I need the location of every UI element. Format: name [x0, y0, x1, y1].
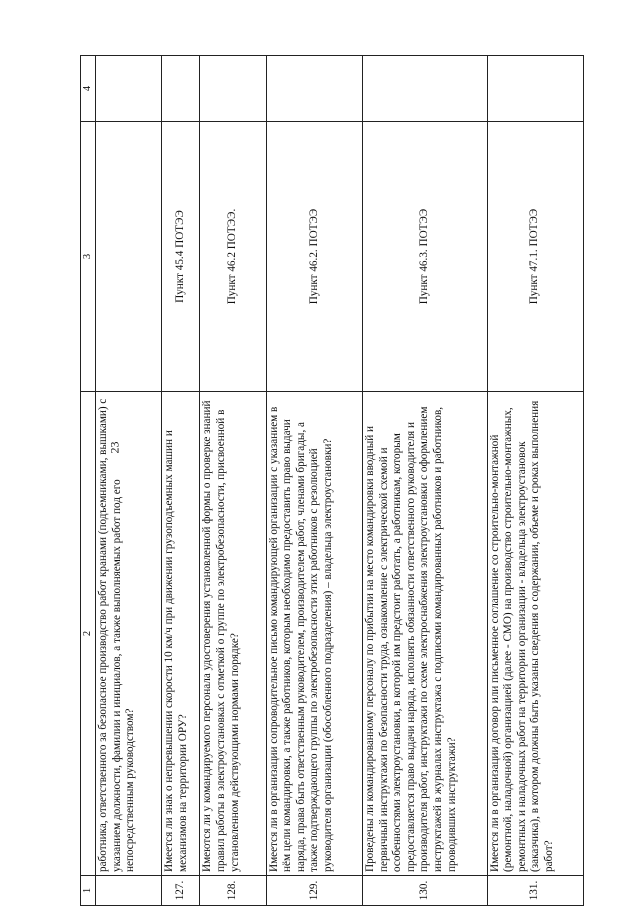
empty-cell: [363, 56, 487, 122]
question-text: Имеется ли в организации договор или письменное соглашение со строительно-монтажной (ремонтной, наладочной) организацией (далее - СМО) на производство строительно-монтажных, ремонтных и наладочных работ на территории организации - владельца электроустановок (заказчика), в котором должны быть указаны сведения о содержании, объеме и сроках выполнения работ?: [487, 392, 583, 876]
table-row: [162, 56, 200, 906]
header-col-4: 4: [81, 56, 96, 122]
empty-cell: [487, 56, 583, 122]
empty-cell: [96, 56, 162, 122]
empty-cell: [200, 56, 266, 122]
header-col-3: 3: [81, 122, 96, 392]
table-row: [266, 56, 362, 906]
table-header-row: [81, 56, 96, 906]
question-text: Проведены ли командированному персоналу по прибытии на место командировки вводный и первичный инструктажи по безопасности труда, ознакомление с электрической схемой и особенностями электроустановки, в которой им предстоит работать, а работникам, которым предоставляется право выдачи наряда, исполнять обязанности ответственного руководителя и производителя работ, инструктажи по схеме электроснабжения электроустановки с оформлением инструктажей в журналах инструктажа с подписями командированных работников и работников, проводивших инструктажи?: [363, 392, 487, 876]
reference-text: Пункт 46.3. ПОТЭЭ: [363, 122, 487, 392]
reference-text: [96, 122, 162, 392]
row-number: 131.: [487, 876, 583, 906]
checklist-table-wrapper: [80, 56, 584, 906]
reference-text: Пункт 46.2 ПОТЭЭ.: [200, 122, 266, 392]
header-col-1: 1: [81, 876, 96, 906]
empty-cell: [266, 56, 362, 122]
table-row: [200, 56, 266, 906]
row-number: 129.: [266, 876, 362, 906]
row-number: 130.: [363, 876, 487, 906]
reference-text: Пункт 45.4 ПОТЭЭ: [162, 122, 200, 392]
table-row: [487, 56, 583, 906]
page-number: 23: [107, 441, 122, 454]
row-number: 127.: [162, 876, 200, 906]
table-row: [363, 56, 487, 906]
table-row: [96, 56, 162, 906]
rotated-table-area: [80, 56, 584, 906]
question-text: Имеются ли у командируемого персонала удостоверения установленной формы о проверке знаний правил работы в электроустановках с отметкой о группе по электробезопасности, присвоенной в установленном действующими нормами порядке?: [200, 392, 266, 876]
question-text: работника, ответственного за безопасное производство работ кранами (подъемниками, вышками) с указанием должности, фамилии и инициалов, а также выполняемых работ под его непосредственным руководством?: [96, 392, 162, 876]
row-number: 128.: [200, 876, 266, 906]
row-number: [96, 876, 162, 906]
reference-text: Пункт 46.2. ПОТЭЭ: [266, 122, 362, 392]
empty-cell: [162, 56, 200, 122]
reference-text: Пункт 47.1. ПОТЭЭ: [487, 122, 583, 392]
question-text: Имеется ли в организации сопроводительное письмо командирующей организации с указанием в нём цели командировки, а также работников, которым необходимо предоставить право выдачи наряда, права быть ответственным руководителем, производителем работ, членами бригады, а также подтверждающего группы по электробезопасности этих работников с резолюцией руководителя организации (обособленного подразделения) – владельца электроустановки?: [266, 392, 362, 876]
header-col-2: 2: [81, 392, 96, 876]
question-text: Имеется ли знак о непревышении скорости 10 км/ч при движении грузоподъемных машин и механизмов на территории ОРУ?: [162, 392, 200, 876]
checklist-table: [80, 55, 584, 906]
